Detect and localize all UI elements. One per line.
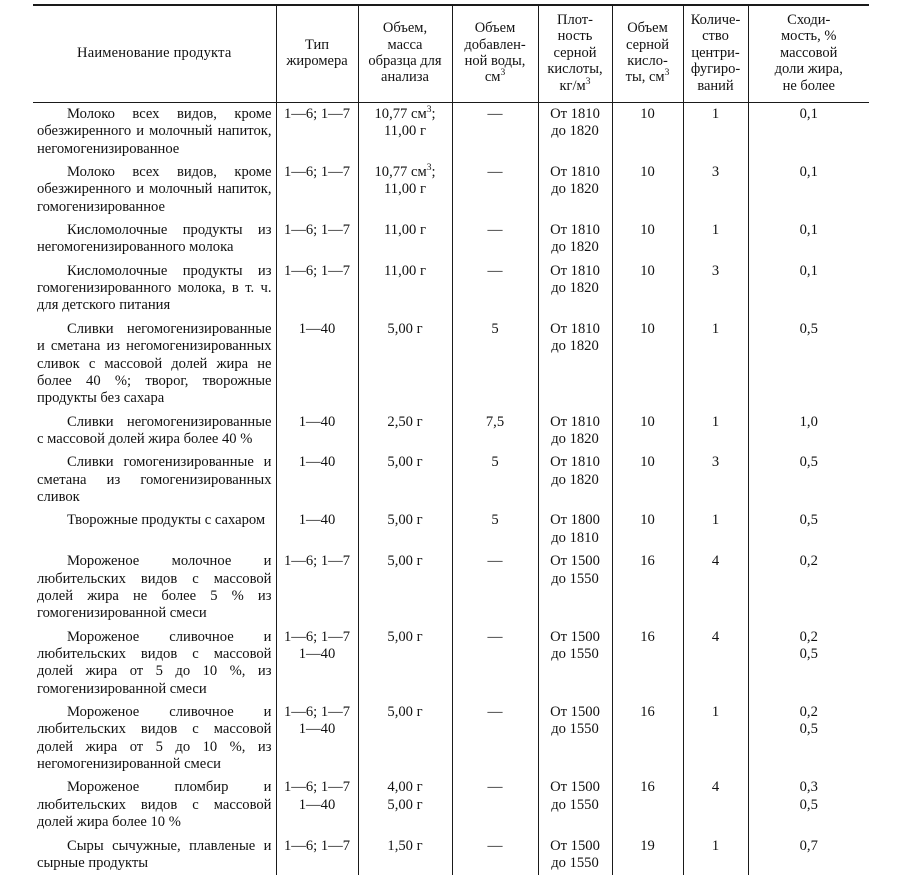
cell-centrifugation-count	[683, 102, 748, 161]
cell-sample-volume-mass	[358, 550, 452, 625]
cell-centrifugation-count	[683, 219, 748, 260]
header-line: мость, %	[780, 28, 837, 45]
cell-sample-volume-mass	[358, 509, 452, 550]
cell-line: 1	[711, 837, 720, 854]
cell-added-water-volume	[452, 550, 538, 625]
header-line: центри-	[691, 44, 740, 61]
cell-convergence	[748, 626, 869, 701]
cell-line: От 1500	[550, 553, 600, 570]
cell-line: 2,50 г	[387, 413, 423, 430]
cell-line: От 1810	[550, 262, 600, 279]
cell-centrifugation-count	[683, 451, 748, 509]
header-line: ваний	[697, 77, 734, 94]
cell-acid-density	[538, 219, 612, 260]
header-line: жиромера	[286, 52, 348, 69]
cell-product-name	[33, 219, 276, 260]
cell-line: 0,1	[799, 163, 818, 180]
cell-line: 1—6; 1—7	[283, 628, 351, 645]
cell-line: до 1550	[551, 854, 599, 871]
cell-line: 0,2	[799, 704, 818, 721]
cell-line: 11,00 г	[384, 262, 426, 279]
cell-line: 1—40	[298, 320, 336, 337]
cell-line: 1	[711, 320, 720, 337]
product-name-text: Молоко всех видов, кроме обезжиренного и молочный напиток, гомогенизированное	[37, 163, 272, 215]
cell-line: 1—6; 1—7	[283, 553, 351, 570]
cell-added-water-volume	[452, 219, 538, 260]
header-line: серной	[625, 36, 670, 53]
cell-line: От 1500	[550, 837, 600, 854]
cell-convergence	[748, 776, 869, 834]
cell-line: От 1810	[550, 454, 600, 471]
cell-product-name	[33, 550, 276, 625]
cell-acid-volume	[612, 102, 683, 161]
cell-line: 16	[640, 628, 655, 645]
cell-fat-meter-type	[276, 219, 358, 260]
cell-line: 1—40	[298, 645, 336, 662]
product-name-text: Сливки гомогенизированные и сметана из гомогенизированных сливок	[37, 454, 272, 506]
header-line: массовой	[780, 44, 838, 61]
cell-line: 1—6; 1—7	[283, 105, 351, 122]
cell-line: 11,00 г	[384, 181, 426, 198]
cell-acid-volume	[612, 701, 683, 776]
header-line: кисло-	[627, 52, 668, 69]
cell-line: до 1820	[551, 338, 599, 355]
cell-line: 3	[711, 163, 720, 180]
cell-acid-volume	[612, 260, 683, 318]
header-line: кислоты,	[547, 61, 603, 78]
table-row	[33, 219, 869, 260]
cell-convergence	[748, 161, 869, 219]
cell-line: 0,5	[799, 645, 818, 662]
cell-acid-density	[538, 451, 612, 509]
cell-line: 5,00 г	[387, 796, 423, 813]
column-header-acid-density	[538, 5, 612, 102]
cell-line: до 1550	[551, 796, 599, 813]
column-header-centrifugation-count	[683, 5, 748, 102]
cell-added-water-volume	[452, 776, 538, 834]
cell-line: 10	[640, 413, 655, 430]
header-line: добавлен-	[464, 36, 526, 53]
cell-acid-volume	[612, 219, 683, 260]
cell-added-water-volume	[452, 318, 538, 411]
cell-line: 5,00 г	[387, 704, 423, 721]
cell-line: 0,1	[799, 222, 818, 239]
cell-product-name	[33, 451, 276, 509]
header-line: Плот-	[557, 12, 593, 28]
cell-line: 1—40	[298, 413, 336, 430]
cell-added-water-volume	[452, 260, 538, 318]
cell-acid-volume	[612, 835, 683, 875]
cell-line: 16	[640, 553, 655, 570]
header-line-unit: ты, $см^3$	[625, 68, 670, 86]
cell-sample-volume-mass	[358, 626, 452, 701]
cell-line: 5,00 г	[387, 320, 423, 337]
cell-line: 5	[491, 320, 499, 337]
cell-line: 5	[491, 512, 499, 529]
table-row	[33, 509, 869, 550]
product-name-text: Творожные продукты с сахаром	[67, 512, 266, 529]
table-row	[33, 835, 869, 875]
header-line: образца для	[368, 52, 442, 69]
table-row	[33, 102, 869, 161]
table-row	[33, 451, 869, 509]
cell-line: 1	[711, 105, 720, 122]
cell-convergence	[748, 451, 869, 509]
header-line: Количе-	[690, 12, 741, 28]
cell-acid-volume	[612, 411, 683, 452]
cell-line: 0,3	[799, 779, 818, 796]
cell-acid-density	[538, 318, 612, 411]
cell-fat-meter-type	[276, 102, 358, 161]
cell-line: 3	[711, 454, 720, 471]
cell-line: 10	[640, 454, 655, 471]
cell-acid-volume	[612, 318, 683, 411]
cell-line: 1—6; 1—7	[283, 163, 351, 180]
cell-convergence	[748, 550, 869, 625]
cell-acid-density	[538, 776, 612, 834]
cell-added-water-volume	[452, 451, 538, 509]
cell-line: 10,77 $см^3$;	[374, 105, 436, 122]
cell-line: 11,00 г	[384, 123, 426, 140]
cell-line: 1,50 г	[387, 837, 423, 854]
table-row	[33, 776, 869, 834]
header-line-unit: $кг/м^3$	[559, 76, 591, 94]
cell-fat-meter-type	[276, 550, 358, 625]
cell-sample-volume-mass	[358, 161, 452, 219]
cell-acid-volume	[612, 626, 683, 701]
cell-line: —	[487, 553, 503, 570]
product-name-text: Мороженое сливочное и любительских видов с массовой долей жира от 5 до 10 %, из негомогенизированной смеси	[37, 704, 272, 773]
cell-acid-density	[538, 626, 612, 701]
cell-fat-meter-type	[276, 776, 358, 834]
cell-line: 7,5	[485, 413, 505, 430]
product-name-text: Молоко всех видов, кроме обезжиренного и молочный напиток, негомогенизированное	[37, 105, 272, 157]
cell-product-name	[33, 102, 276, 161]
cell-line: 1—6; 1—7	[283, 262, 351, 279]
header-line: фугиро-	[690, 61, 741, 78]
cell-line: 10	[640, 105, 655, 122]
table-row	[33, 318, 869, 411]
header-line: серной	[553, 44, 597, 61]
cell-acid-density	[538, 260, 612, 318]
column-header-acid-volume	[612, 5, 683, 102]
cell-acid-density	[538, 102, 612, 161]
cell-line: 16	[640, 704, 655, 721]
cell-line: 1	[711, 413, 720, 430]
cell-line: 10	[640, 262, 655, 279]
cell-line: до 1550	[551, 570, 599, 587]
cell-line: От 1810	[550, 413, 600, 430]
cell-sample-volume-mass	[358, 219, 452, 260]
cell-line: 0,2	[799, 553, 818, 570]
cell-fat-meter-type	[276, 835, 358, 875]
cell-line: 5,00 г	[387, 553, 423, 570]
cell-acid-volume	[612, 550, 683, 625]
cell-convergence	[748, 411, 869, 452]
cell-line: 0,5	[799, 512, 818, 529]
cell-product-name	[33, 318, 276, 411]
header-line: масса	[387, 36, 423, 53]
cell-line: —	[487, 105, 503, 122]
cell-line: —	[487, 704, 503, 721]
column-header-convergence	[748, 5, 869, 102]
table-row	[33, 626, 869, 701]
cell-line: до 1820	[551, 430, 599, 447]
cell-line: 10	[640, 222, 655, 239]
cell-fat-meter-type	[276, 509, 358, 550]
cell-product-name	[33, 161, 276, 219]
product-name-text: Мороженое пломбир и любительских видов с массовой долей жира более 10 %	[37, 779, 272, 831]
product-name-text: Сливки негомогенизированные и сметана из негомогенизированных сливок с массовой долей жира не более 40 %; творог, творожные продукты без сахара	[37, 320, 272, 407]
cell-line: 4	[711, 553, 720, 570]
header-line: Объем	[474, 20, 516, 37]
cell-line: 1—6; 1—7	[283, 837, 351, 854]
cell-line: 1	[711, 704, 720, 721]
cell-line: до 1820	[551, 239, 599, 256]
cell-fat-meter-type	[276, 260, 358, 318]
cell-line: до 1810	[551, 529, 599, 546]
cell-line: 11,00 г	[384, 222, 426, 239]
cell-line: 1—40	[298, 454, 336, 471]
cell-centrifugation-count	[683, 776, 748, 834]
cell-line: 0,5	[799, 454, 818, 471]
cell-line: 4	[711, 628, 720, 645]
cell-line: 0,2	[799, 628, 818, 645]
cell-line: 1—40	[298, 796, 336, 813]
cell-line: От 1810	[550, 163, 600, 180]
cell-added-water-volume	[452, 701, 538, 776]
cell-line: 3	[711, 262, 720, 279]
header-line: не более	[782, 77, 835, 94]
cell-line: 0,1	[799, 262, 818, 279]
cell-centrifugation-count	[683, 411, 748, 452]
cell-line: до 1820	[551, 280, 599, 297]
cell-line: 0,5	[799, 320, 818, 337]
cell-product-name	[33, 260, 276, 318]
product-name-text: Сливки негомогенизированные с массовой долей жира более 40 %	[37, 413, 272, 447]
cell-convergence	[748, 318, 869, 411]
product-name-text: Кисломолочные продукты из гомогенизированного молока, в т. ч. для детского питания	[37, 262, 272, 314]
specification-table	[33, 4, 869, 875]
cell-line: —	[487, 163, 503, 180]
cell-line: до 1820	[551, 471, 599, 488]
cell-acid-volume	[612, 451, 683, 509]
cell-line: От 1500	[550, 704, 600, 721]
cell-added-water-volume	[452, 626, 538, 701]
column-header-sample-volume-mass	[358, 5, 452, 102]
cell-line: 5,00 г	[387, 454, 423, 471]
cell-added-water-volume	[452, 411, 538, 452]
header-line: Объем	[627, 20, 668, 37]
cell-line: От 1500	[550, 779, 600, 796]
header-line: Наименование продукта	[77, 44, 232, 61]
cell-sample-volume-mass	[358, 411, 452, 452]
cell-fat-meter-type	[276, 161, 358, 219]
cell-acid-density	[538, 509, 612, 550]
cell-acid-density	[538, 835, 612, 875]
header-line: Сходи-	[787, 12, 831, 28]
column-header-fat-meter-type	[276, 5, 358, 102]
cell-line: 4	[711, 779, 720, 796]
cell-acid-volume	[612, 161, 683, 219]
cell-product-name	[33, 701, 276, 776]
cell-line: 0,5	[799, 796, 818, 813]
table-row	[33, 161, 869, 219]
header-line: ность	[557, 28, 593, 45]
cell-line: 10	[640, 320, 655, 337]
cell-acid-density	[538, 411, 612, 452]
cell-line: 4,00 г	[387, 779, 423, 796]
cell-fat-meter-type	[276, 318, 358, 411]
cell-convergence	[748, 102, 869, 161]
cell-acid-density	[538, 701, 612, 776]
cell-product-name	[33, 835, 276, 875]
cell-line: 0,5	[799, 721, 818, 738]
header-line: Объем,	[382, 20, 428, 37]
product-name-text: Мороженое сливочное и любительских видов с массовой долей жира от 5 до 10 %, из гомогенизированной смеси	[37, 628, 272, 697]
cell-line: 1—6; 1—7	[283, 704, 351, 721]
cell-line: 19	[640, 837, 655, 854]
cell-line: 1—6; 1—7	[283, 779, 351, 796]
header-line-unit: $см^3$	[484, 68, 506, 86]
table-row	[33, 701, 869, 776]
cell-line: 1	[711, 512, 720, 529]
table-row	[33, 260, 869, 318]
cell-line: 16	[640, 779, 655, 796]
cell-fat-meter-type	[276, 451, 358, 509]
cell-fat-meter-type	[276, 701, 358, 776]
cell-product-name	[33, 509, 276, 550]
header-line: ной воды,	[464, 52, 526, 69]
cell-sample-volume-mass	[358, 835, 452, 875]
cell-added-water-volume	[452, 835, 538, 875]
header-line: ство	[702, 28, 729, 45]
cell-line: 1—40	[298, 512, 336, 529]
cell-line: От 1810	[550, 222, 600, 239]
cell-fat-meter-type	[276, 411, 358, 452]
table-row	[33, 550, 869, 625]
cell-centrifugation-count	[683, 318, 748, 411]
cell-acid-volume	[612, 509, 683, 550]
table-row	[33, 411, 869, 452]
cell-line: до 1820	[551, 181, 599, 198]
cell-line: 0,7	[799, 837, 818, 854]
cell-line: —	[487, 779, 503, 796]
cell-product-name	[33, 626, 276, 701]
cell-line: —	[487, 628, 503, 645]
cell-line: до 1550	[551, 645, 599, 662]
cell-line: 1	[711, 222, 720, 239]
cell-sample-volume-mass	[358, 701, 452, 776]
cell-sample-volume-mass	[358, 318, 452, 411]
table-body	[33, 102, 869, 875]
cell-line: до 1550	[551, 721, 599, 738]
product-name-text: Мороженое молочное и любительских видов с массовой долей жира не более 5 % из гомогенизированной смеси	[37, 553, 272, 622]
product-name-text: Кисломолочные продукты из негомогенизированного молока	[37, 222, 272, 256]
cell-line: От 1810	[550, 320, 600, 337]
table-header	[33, 5, 869, 102]
cell-acid-density	[538, 550, 612, 625]
column-header-added-water-volume	[452, 5, 538, 102]
cell-convergence	[748, 509, 869, 550]
cell-centrifugation-count	[683, 701, 748, 776]
cell-convergence	[748, 219, 869, 260]
cell-line: 10	[640, 163, 655, 180]
header-line: доли жира,	[774, 61, 843, 78]
cell-line: 1—40	[298, 721, 336, 738]
cell-line: 5	[491, 454, 499, 471]
cell-sample-volume-mass	[358, 451, 452, 509]
cell-convergence	[748, 835, 869, 875]
cell-product-name	[33, 776, 276, 834]
cell-line: 10	[640, 512, 655, 529]
cell-acid-density	[538, 161, 612, 219]
cell-line: —	[487, 222, 503, 239]
cell-fat-meter-type	[276, 626, 358, 701]
cell-line: —	[487, 837, 503, 854]
cell-line: 0,1	[799, 105, 818, 122]
cell-centrifugation-count	[683, 509, 748, 550]
cell-centrifugation-count	[683, 161, 748, 219]
cell-sample-volume-mass	[358, 260, 452, 318]
cell-added-water-volume	[452, 161, 538, 219]
cell-centrifugation-count	[683, 835, 748, 875]
cell-centrifugation-count	[683, 260, 748, 318]
cell-line: 1—6; 1—7	[283, 222, 351, 239]
cell-line: —	[487, 262, 503, 279]
cell-convergence	[748, 701, 869, 776]
cell-line: до 1820	[551, 123, 599, 140]
header-line: анализа	[381, 69, 429, 86]
cell-centrifugation-count	[683, 550, 748, 625]
cell-acid-volume	[612, 776, 683, 834]
cell-line: 10,77 $см^3$;	[374, 163, 436, 180]
cell-line: От 1810	[550, 105, 600, 122]
cell-sample-volume-mass	[358, 776, 452, 834]
cell-centrifugation-count	[683, 626, 748, 701]
cell-line: От 1500	[550, 628, 600, 645]
cell-sample-volume-mass	[358, 102, 452, 161]
cell-line: 5,00 г	[387, 512, 423, 529]
header-line: Тип	[304, 36, 329, 53]
cell-line: 1,0	[799, 413, 818, 430]
cell-convergence	[748, 260, 869, 318]
cell-line: 5,00 г	[387, 628, 423, 645]
product-name-text: Сыры сычужные, плавленые и сырные продукты	[37, 837, 272, 871]
cell-line: От 1800	[550, 512, 600, 529]
cell-added-water-volume	[452, 509, 538, 550]
column-header-product-name	[33, 5, 276, 102]
cell-added-water-volume	[452, 102, 538, 161]
cell-product-name	[33, 411, 276, 452]
